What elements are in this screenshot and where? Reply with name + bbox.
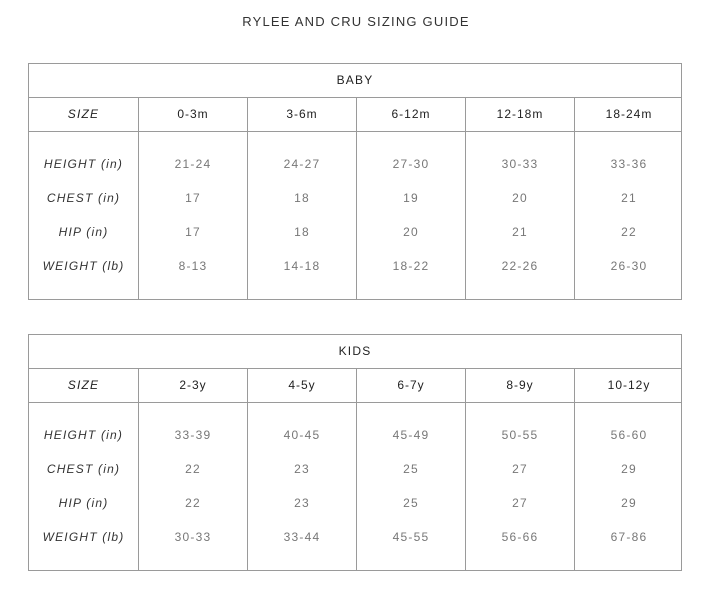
measurement-value: 40-45 [283,428,321,442]
size-data-column [356,403,465,570]
size-data-column [465,132,574,299]
measurement-value: 17 [185,191,201,205]
size-column-header: 12-18m [465,98,574,131]
measurement-value: 22-26 [501,259,539,273]
measurement-value: 56-60 [610,428,648,442]
row-label: HIP (in) [58,225,109,239]
measurement-value: 24-27 [283,157,321,171]
measurement-value: 18 [294,191,310,205]
measurement-value: 67-86 [610,530,648,544]
size-column-header: 10-12y [574,369,683,402]
measurements-body [29,403,681,570]
size-data-column [247,132,356,299]
size-data-column [465,403,574,570]
measurement-value: 33-36 [610,157,648,171]
measurement-value: 26-30 [610,259,648,273]
measurements-body [29,132,681,299]
row-labels-column [29,403,138,570]
row-label: CHEST (in) [46,191,121,205]
size-column-header: 18-24m [574,98,683,131]
measurement-value: 14-18 [283,259,321,273]
row-label: HEIGHT (in) [43,428,124,442]
size-header-row [29,98,681,132]
size-column-header: 2-3y [138,369,247,402]
size-column-header: 3-6m [247,98,356,131]
size-label: SIZE [67,378,100,392]
measurement-value: 18-22 [392,259,430,273]
row-label: HEIGHT (in) [43,157,124,171]
row-label: WEIGHT (lb) [42,530,125,544]
measurement-value: 17 [185,225,201,239]
size-column-header: 8-9y [465,369,574,402]
measurement-value: 45-49 [392,428,430,442]
measurement-value: 25 [403,496,419,510]
measurement-value: 27-30 [392,157,430,171]
measurement-value: 23 [294,462,310,476]
row-label: WEIGHT (lb) [42,259,125,273]
baby-size-table [28,63,682,300]
measurement-value: 33-44 [283,530,321,544]
measurement-value: 20 [512,191,528,205]
measurement-value: 27 [512,462,528,476]
measurement-value: 23 [294,496,310,510]
size-data-column [356,132,465,299]
measurement-value: 22 [621,225,637,239]
size-data-column [138,403,247,570]
size-column-header: 6-12m [356,98,465,131]
size-header-row [29,369,681,403]
size-data-column [574,132,683,299]
measurement-value: 33-39 [174,428,212,442]
measurement-value: 21 [512,225,528,239]
measurement-value: 8-13 [178,259,208,273]
measurement-value: 18 [294,225,310,239]
table-title: KIDS [29,335,681,369]
size-data-column [247,403,356,570]
size-data-column [574,403,683,570]
measurement-value: 22 [185,462,201,476]
size-data-column [138,132,247,299]
measurement-value: 50-55 [501,428,539,442]
row-label: HIP (in) [58,496,109,510]
measurement-value: 29 [621,462,637,476]
measurement-value: 30-33 [501,157,539,171]
measurement-value: 56-66 [501,530,539,544]
measurement-value: 20 [403,225,419,239]
measurement-value: 27 [512,496,528,510]
size-label: SIZE [67,107,100,121]
row-label: CHEST (in) [46,462,121,476]
page-title: RYLEE AND CRU SIZING GUIDE [242,14,470,29]
table-title: BABY [29,64,681,98]
measurement-value: 45-55 [392,530,430,544]
size-column-header: 0-3m [138,98,247,131]
row-labels-column [29,132,138,299]
measurement-value: 19 [403,191,419,205]
kids-size-table [28,334,682,571]
measurement-value: 22 [185,496,201,510]
size-column-header: 6-7y [356,369,465,402]
measurement-value: 29 [621,496,637,510]
measurement-value: 21 [621,191,637,205]
size-column-header: 4-5y [247,369,356,402]
measurement-value: 25 [403,462,419,476]
measurement-value: 30-33 [174,530,212,544]
measurement-value: 21-24 [174,157,212,171]
